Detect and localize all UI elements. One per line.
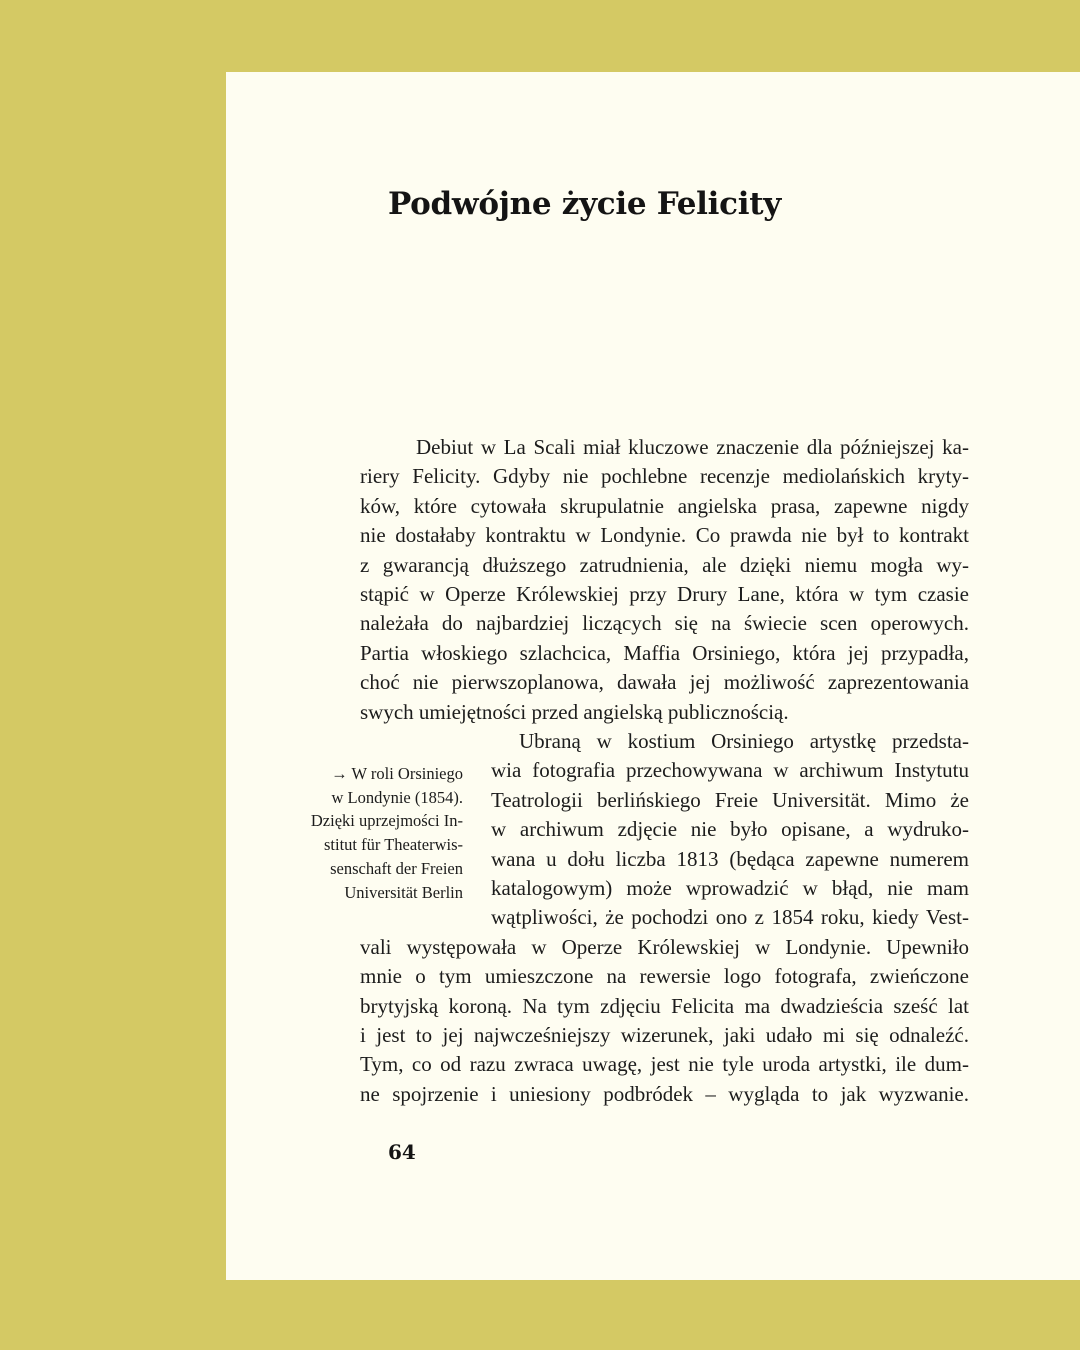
text-line: riery Felicity. Gdyby nie pochlebne recenzje mediolańskich kryty-	[360, 464, 969, 489]
text-line: ków, które cytowała skrupulatnie angielska prasa, zapewne nigdy	[360, 493, 969, 518]
text-line: należała do najbardziej liczących się na świecie scen operowych.	[360, 611, 969, 636]
text-line: wana u dołu liczba 1813 (będąca zapewne numerem	[491, 846, 969, 871]
text-line: brytyjską koroną. Na tym zdjęciu Felicita ma dwadzieścia sześć lat	[360, 993, 969, 1018]
text-line: wia fotografia przechowywana w archiwum Instytutu	[491, 758, 969, 783]
text-line: Ubraną w kostium Orsiniego artystkę przedsta-	[519, 729, 969, 753]
text-line: Partia włoskiego szlachcica, Maffia Orsiniego, która jej przypadła,	[360, 640, 969, 665]
text-line: wątpliwości, że pochodzi ono z 1854 roku, kiedy Vest-	[491, 905, 969, 930]
text-line: w archiwum zdjęcie nie było opisane, a wydruko-	[491, 817, 969, 842]
text-line: stąpić w Operze Królewskiej przy Drury Lane, która w tym czasie	[360, 582, 969, 606]
text-line: Debiut w La Scali miał kluczowe znaczenie dla późniejszej ka-	[416, 435, 969, 459]
text-line: vali występowała w Operze Królewskiej w Londynie. Upewniło	[360, 934, 969, 959]
caption-line: stitut für Theaterwis-	[324, 835, 463, 855]
caption-line: Universität Berlin	[344, 882, 463, 902]
caption-line: senschaft der Freien	[330, 858, 463, 878]
text-line: Teatrologii berlińskiego Freie Universität. Mimo że	[491, 787, 969, 812]
text-line: choć nie pierwszoplanowa, dawała jej możliwość zaprezentowania	[360, 670, 969, 695]
text-line: katalogowym) może wprowadzić w błąd, nie mam	[491, 876, 969, 900]
caption-line: w Londynie (1854).	[331, 787, 463, 807]
text-line: swych umiejętności przed angielską publicznością.	[360, 699, 789, 724]
caption-line: → W roli Orsiniego	[331, 764, 463, 783]
text-line: i jest to jej najwcześniejszy wizerunek, jaki udało mi się odnaleźć.	[360, 1023, 969, 1047]
text-line: nie dostałaby kontraktu w Londynie. Co prawda nie był to kontrakt	[360, 523, 969, 548]
text-line: mnie o tym umieszczone na rewersie logo fotografa, zwieńczone	[360, 964, 969, 989]
text-line: ne spojrzenie i uniesiony podbródek – wygląda to jak wyzwanie.	[360, 1081, 969, 1106]
book-page	[226, 72, 1080, 1280]
text-line: Tym, co od razu zwraca uwagę, jest nie tyle uroda artystki, ile dum-	[360, 1052, 969, 1077]
page-number: 64	[388, 1140, 416, 1164]
chapter-title: Podwójne życie Felicity	[388, 186, 781, 222]
text-line: z gwarancją dłuższego zatrudnienia, ale dzięki niemu mogła wy-	[360, 552, 969, 577]
caption-line: Dzięki uprzejmości In-	[310, 811, 463, 831]
